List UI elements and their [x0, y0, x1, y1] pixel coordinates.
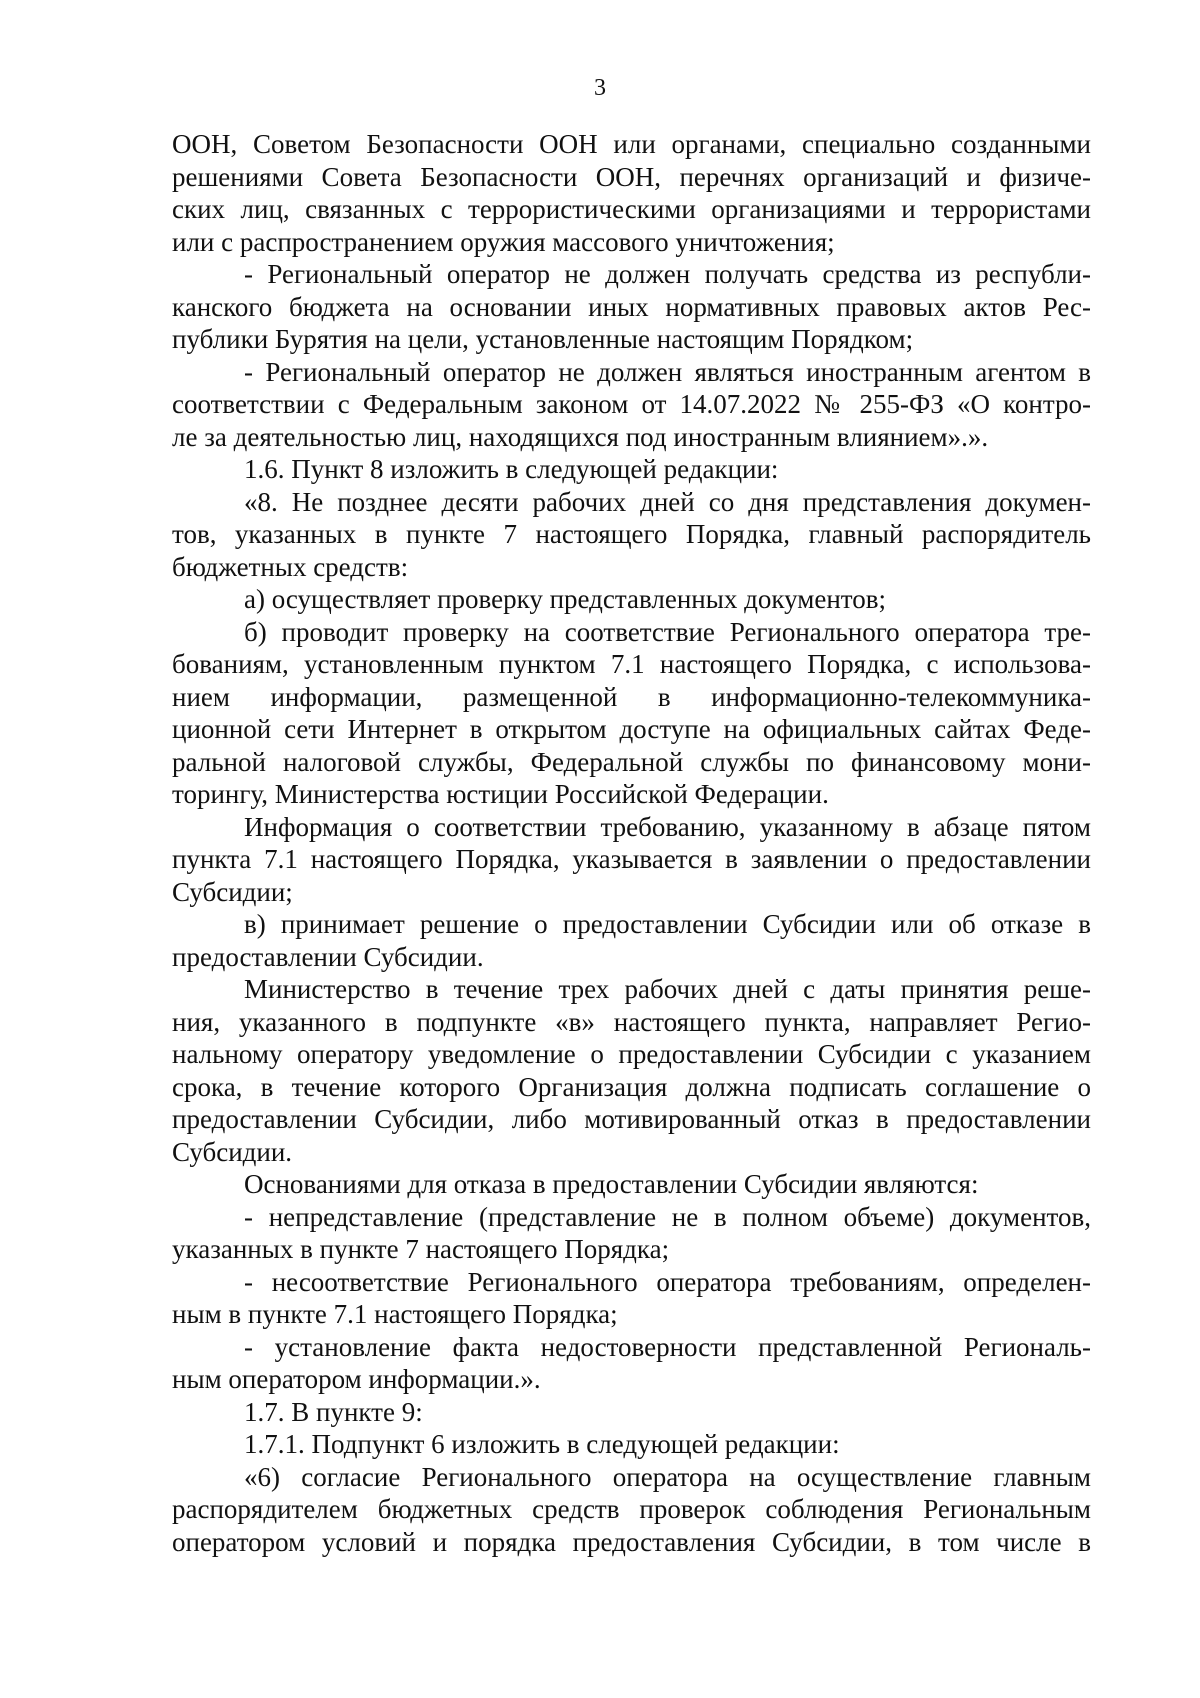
text-line: ным оператором информации.». — [172, 1364, 541, 1394]
text-line: б) проводит проверку на соответствие Регионального оператора тре- — [244, 616, 1091, 647]
text-line: публики Бурятия на цели, установленные настоящим Порядком; — [172, 324, 914, 354]
text-line: срока, в течение которого Организация должна подписать соглашение о — [172, 1071, 1091, 1102]
text-line: пункта 7.1 настоящего Порядка, указывается в заявлении о предоставлении — [172, 844, 1091, 874]
text-line: тов, указанных в пункте 7 настоящего Порядка, главный распорядитель — [172, 519, 1091, 549]
text-line: Субсидии. — [172, 1136, 293, 1167]
text-line: бованиям, установленным пунктом 7.1 настоящего Порядка, с использова- — [172, 649, 1091, 679]
text-line: канского бюджета на основании иных нормативных правовых актов Рес- — [172, 291, 1091, 322]
text-line: - несоответствие Регионального оператора требованиям, определен- — [244, 1266, 1091, 1297]
text-line: а) осуществляет проверку представленных документов; — [244, 584, 886, 614]
text-line: 1.7.1. Подпункт 6 изложить в следующей редакции: — [244, 1429, 840, 1459]
text-line: ния, указанного в подпункте «в» настоящего пункта, направляет Регио- — [172, 1006, 1091, 1037]
text-line: 1.6. Пункт 8 изложить в следующей редакции: — [244, 454, 779, 484]
text-line: оператором условий и порядка предоставления Субсидии, в том числе в — [172, 1526, 1091, 1557]
text-line: Субсидии; — [172, 876, 293, 907]
text-line: ле за деятельностью лиц, находящихся под иностранным влиянием».». — [172, 421, 989, 452]
text-line: Министерство в течение трех рабочих дней с даты принятия реше- — [244, 974, 1091, 1004]
text-line: - установление факта недостоверности представленной Региональ- — [244, 1331, 1091, 1362]
text-line: «6) согласие Регионального оператора на осуществление главным — [244, 1461, 1091, 1492]
text-line: ООН, Советом Безопасности ООН или органами, специально созданными — [172, 129, 1091, 159]
text-line: предоставлении Субсидии. — [172, 941, 484, 972]
text-line: бюджетных средств: — [172, 551, 409, 582]
text-line: соответствии с Федеральным законом от 14.07.2022 № 255-ФЗ «О контро- — [172, 389, 1091, 419]
text-line: ным в пункте 7.1 настоящего Порядка; — [172, 1299, 618, 1329]
text-line: торингу, Министерства юстиции Российской Федерации. — [172, 779, 829, 809]
text-line: предоставлении Субсидии, либо мотивированный отказ в предоставлении — [172, 1104, 1091, 1134]
text-line: ских лиц, связанных с террористическими организациями и террористами — [172, 194, 1091, 224]
text-line: указанных в пункте 7 настоящего Порядка; — [172, 1234, 670, 1264]
text-line: ционной сети Интернет в открытом доступе на официальных сайтах Феде- — [172, 714, 1091, 744]
page-number: 3 — [594, 75, 606, 101]
text-line: или с распространением оружия массового уничтожения; — [172, 226, 835, 257]
text-line: Основаниями для отказа в предоставлении Субсидии являются: — [244, 1169, 979, 1199]
text-line: - Региональный оператор не должен получать средства из республи- — [244, 259, 1091, 289]
text-line: в) принимает решение о предоставлении Субсидии или об отказе в — [244, 909, 1091, 939]
text-line: 1.7. В пункте 9: — [244, 1396, 423, 1427]
text-line: решениями Совета Безопасности ООН, перечнях организаций и физиче- — [172, 161, 1091, 192]
text-line: - Региональный оператор не должен являться иностранным агентом в — [244, 356, 1091, 387]
text-line: ральной налоговой службы, Федеральной службы по финансовому мони- — [172, 746, 1091, 777]
text-line: - непредставление (представление не в полном объеме) документов, — [244, 1201, 1091, 1232]
text-line: нием информации, размещенной в информационно-телекоммуника- — [172, 681, 1091, 712]
text-line: Информация о соответствии требованию, указанному в абзаце пятом — [244, 811, 1091, 842]
text-line: нальному оператору уведомление о предоставлении Субсидии с указанием — [172, 1039, 1091, 1069]
text-line: распорядителем бюджетных средств проверок соблюдения Региональным — [172, 1494, 1091, 1524]
document-body — [172, 128, 1091, 1558]
text-line: «8. Не позднее десяти рабочих дней со дня представления докумен- — [244, 486, 1091, 517]
